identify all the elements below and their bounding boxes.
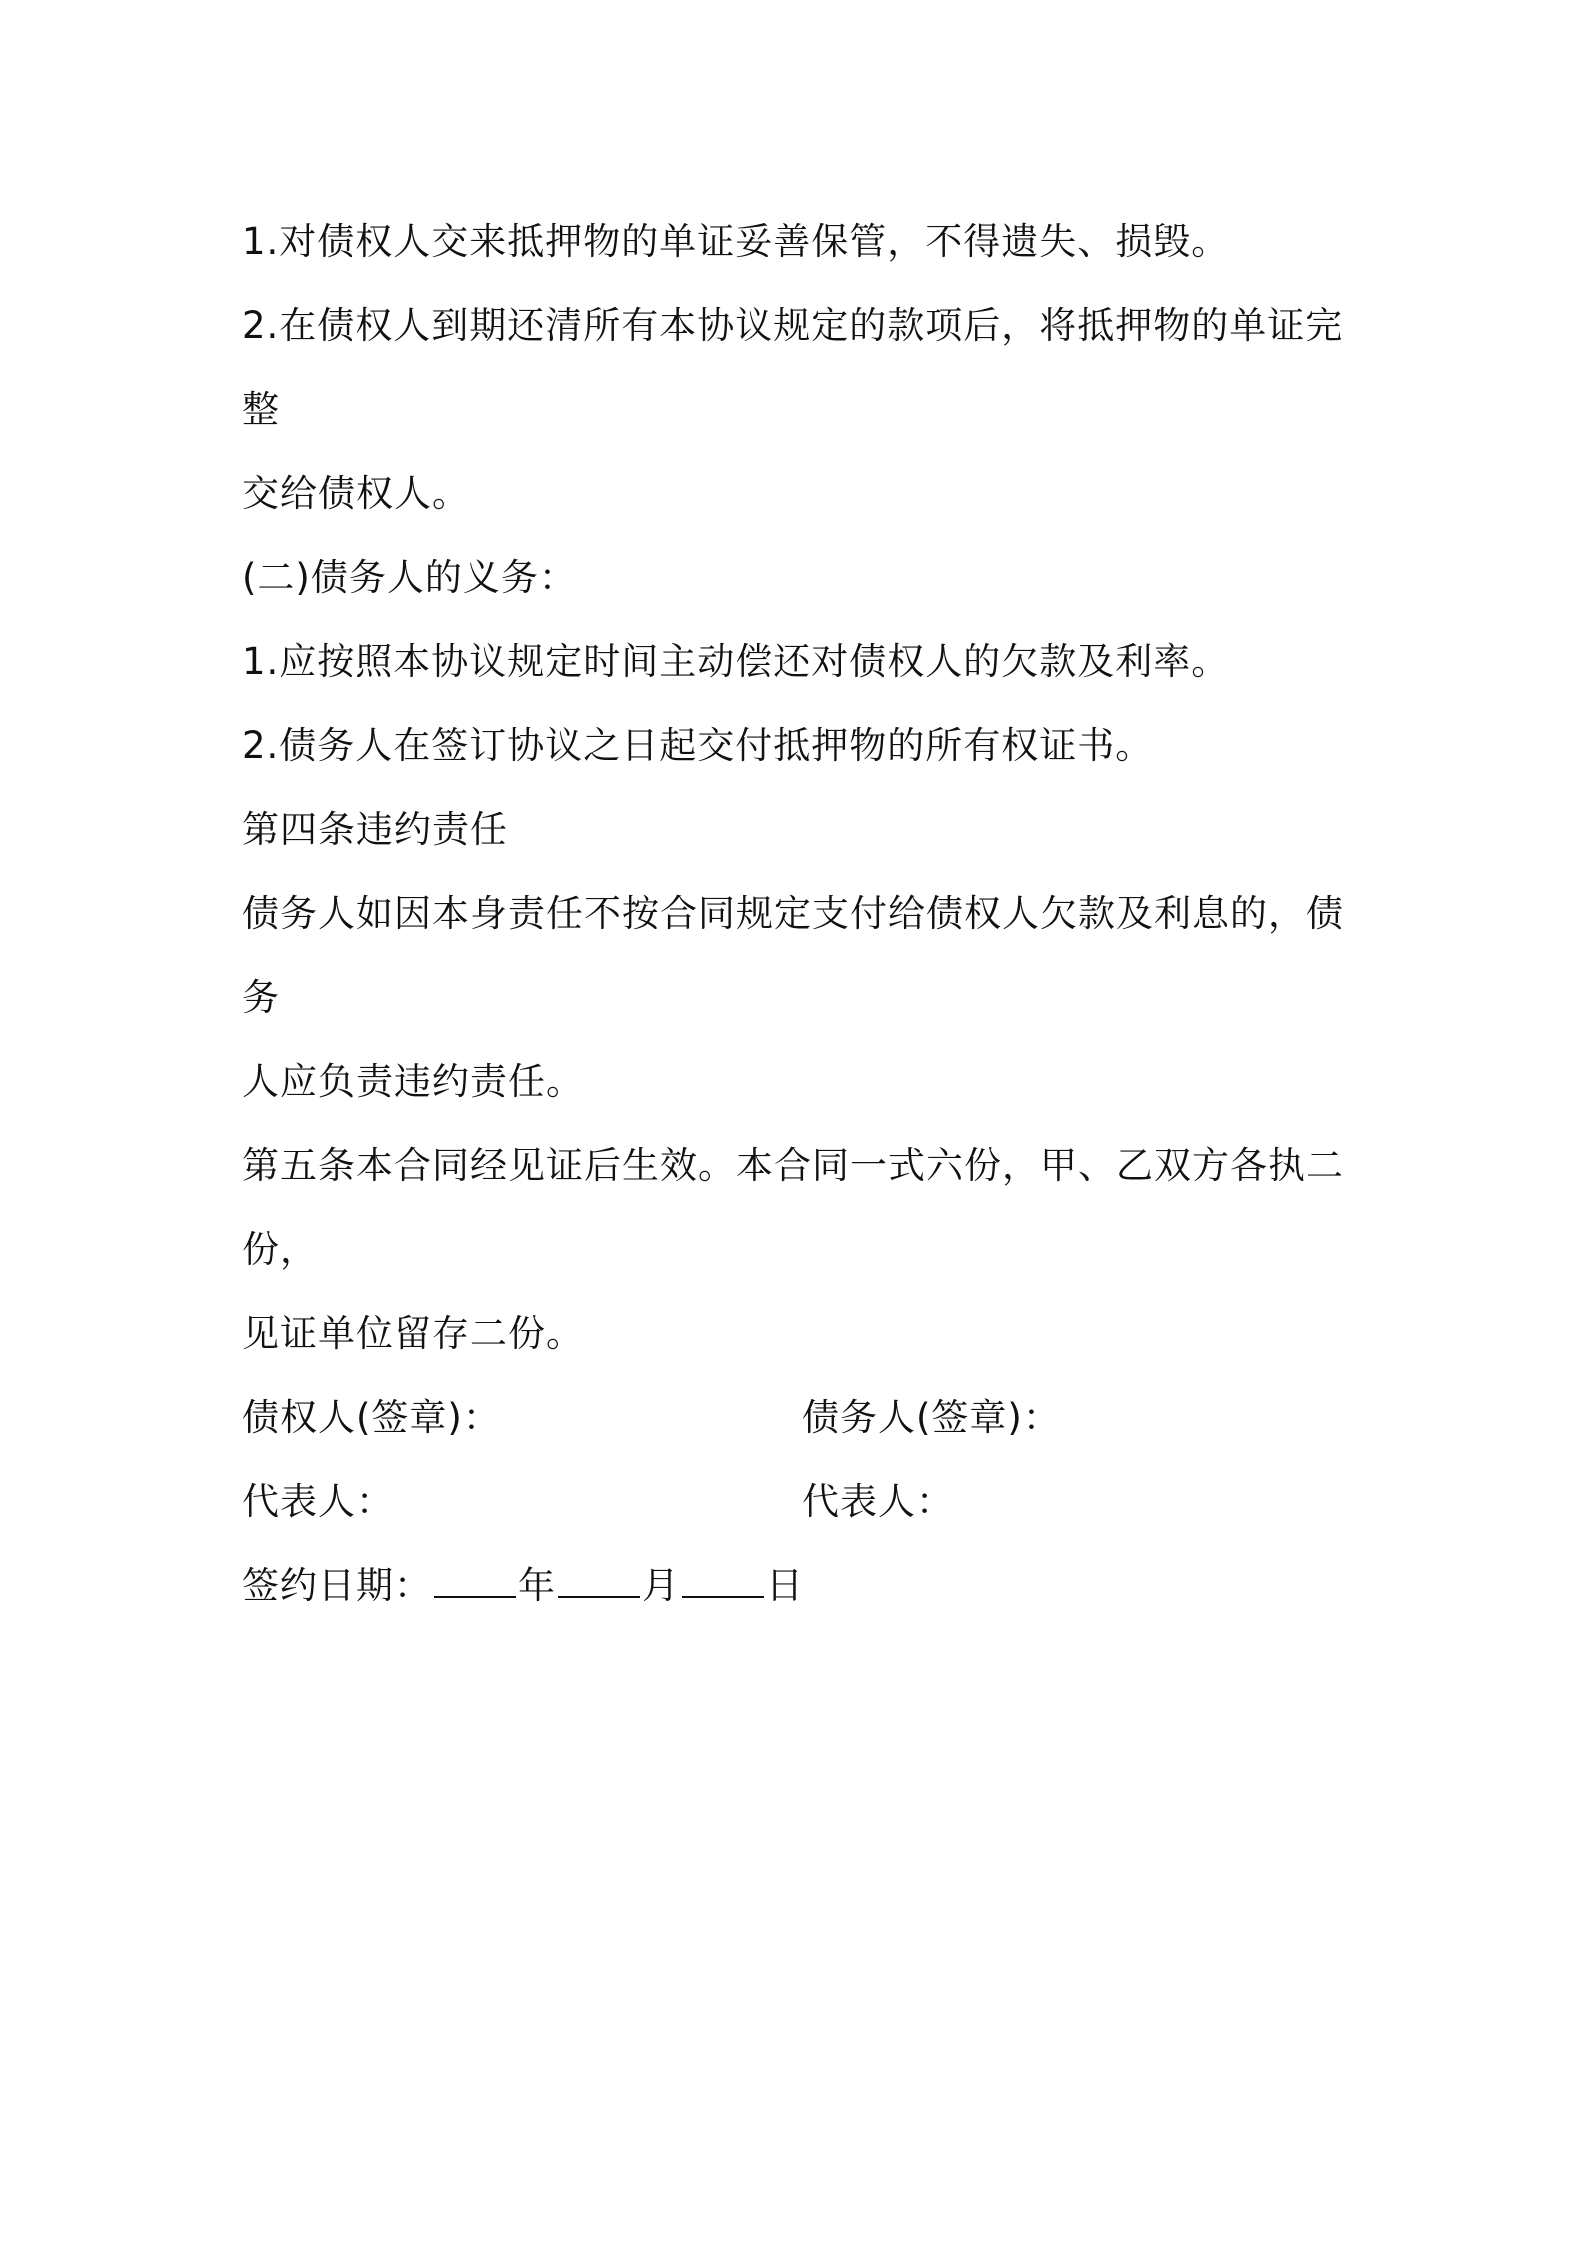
year-label: 年 (518, 1564, 556, 1607)
day-label: 日 (766, 1564, 804, 1607)
day-blank (682, 1562, 764, 1598)
paragraph-article-5-cont: 见证单位留存二份。 (242, 1312, 584, 1355)
document-body (242, 200, 1362, 1628)
paragraph-creditor-duty-1: 1.对债权人交来抵押物的单证妥善保管，不得遗失、损毁。 (242, 220, 1230, 263)
paragraph-debtor-duty-1: 1.应按照本协议规定时间主动偿还对债权人的欠款及利率。 (242, 640, 1230, 683)
paragraph-creditor-duty-2-cont: 交给债权人。 (242, 472, 470, 515)
heading-debtor-duties: (二)债务人的义务： (242, 556, 577, 599)
paragraph-breach-cont: 人应负责违约责任。 (242, 1060, 584, 1103)
signing-date-line (242, 1544, 1362, 1628)
paragraph-debtor-duty-2: 2.债务人在签订协议之日起交付抵押物的所有权证书。 (242, 724, 1154, 767)
creditor-representative-label: 代表人： (242, 1480, 394, 1523)
signature-row (242, 1376, 1362, 1460)
year-blank (434, 1562, 516, 1598)
debtor-representative-label: 代表人： (802, 1480, 954, 1523)
representative-row (242, 1460, 1362, 1544)
paragraph-article-5: 第五条本合同经见证后生效。本合同一式六份，甲、乙双方各执二份， (242, 1144, 1344, 1271)
paragraph-creditor-duty-2: 2.在债权人到期还清所有本协议规定的款项后，将抵押物的单证完整 (242, 304, 1344, 431)
heading-article-4: 第四条违约责任 (242, 808, 508, 851)
month-blank (558, 1562, 640, 1598)
signing-date-label: 签约日期： (242, 1564, 432, 1607)
debtor-signature-label: 债务人(签章)： (802, 1396, 1061, 1439)
paragraph-breach: 债务人如因本身责任不按合同规定支付给债权人欠款及利息的，债务 (242, 892, 1344, 1019)
creditor-signature-label: 债权人(签章)： (242, 1396, 501, 1439)
month-label: 月 (642, 1564, 680, 1607)
